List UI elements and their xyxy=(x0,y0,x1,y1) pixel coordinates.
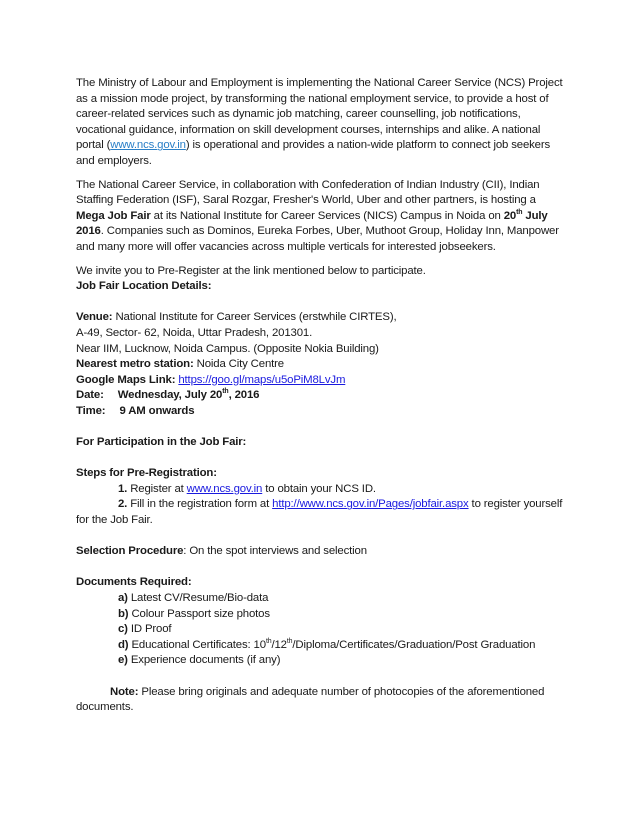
document-item: d) Educational Certificates: 10th/12th/Diploma/Certificates/Graduation/Post Graduation xyxy=(118,637,536,651)
document-item: b) Colour Passport size photos xyxy=(118,607,270,620)
maps-line: Google Maps Link: https://goo.gl/maps/u5oPiM8LvJm xyxy=(76,373,346,386)
event-date: 20th July 2016 xyxy=(76,208,548,238)
ncs-register-link[interactable]: www.ncs.gov.in xyxy=(186,482,263,495)
document-item: c) ID Proof xyxy=(118,623,172,636)
invite-text: We invite you to Pre-Register at the link mentioned below to participate. xyxy=(76,264,426,277)
mega-job-fair: Mega Job Fair xyxy=(76,209,151,222)
address-line: A-49, Sector- 62, Noida, Uttar Pradesh, 201301. xyxy=(76,326,313,339)
metro-line: Nearest metro station: Noida City Centre xyxy=(76,358,284,371)
participation-heading: For Participation in the Job Fair: xyxy=(76,436,247,449)
document-page xyxy=(76,76,566,716)
date-line: Date: Wednesday, July 20th, 2016 xyxy=(76,388,260,402)
step-1: 1. Register at www.ncs.gov.in to obtain your NCS ID. xyxy=(118,482,376,495)
step-2: 2. Fill in the registration form at http://www.ncs.gov.in/Pages/jobfair.aspx to register yourself for the Job Fair. xyxy=(76,498,563,527)
note: Note: Please bring originals and adequate number of photocopies of the aforementioned documents. xyxy=(76,685,545,714)
steps-heading: Steps for Pre-Registration: xyxy=(76,467,217,480)
jobfair-form-link[interactable]: http://www.ncs.gov.in/Pages/jobfair.aspx xyxy=(272,498,469,511)
document-item: a) Latest CV/Resume/Bio-data xyxy=(118,592,269,604)
near-line: Near IIM, Lucknow, Noida Campus. (Opposite Nokia Building) xyxy=(76,342,379,355)
ncs-portal-link[interactable]: www.ncs.gov.in xyxy=(110,139,186,152)
intro-paragraph-1: The Ministry of Labour and Employment is implementing the National Career Service (NCS) Project as a mission mode project, by transforming the national employment service, to provide a host of career-related services such as dynamic job matching, career counselling, job notifications, vocational guidance, information on skill development courses, internships and alike. A national portal (www.ncs.gov.in) is operational and provides a nation-wide platform to connect job seekers and employers. xyxy=(76,77,563,167)
google-maps-link[interactable]: https://goo.gl/maps/u5oPiM8LvJm xyxy=(178,373,346,386)
time-line: Time: 9 AM onwards xyxy=(76,404,195,417)
document-item: e) Experience documents (if any) xyxy=(118,654,281,667)
venue-line: Venue: National Institute for Career Services (erstwhile CIRTES), xyxy=(76,311,397,324)
intro-paragraph-2: The National Career Service, in collaboration with Confederation of Indian Industry (CII), Indian Staffing Federation (ISF), Saral Rozgar, Fresher's World, Uber and other partners, is hosting a Mega Job Fair at its National Institute for Career Services (NICS) Campus in Noida on 20th July 2016. Companies such as Dominos, Eureka Forbes, Uber, Muthoot Group, Holiday Inn, Manpower and many more will offer vacancies across multiple verticals for interested jobseekers. xyxy=(76,178,559,253)
selection-procedure: Selection Procedure: On the spot interviews and selection xyxy=(76,545,367,558)
location-heading: Job Fair Location Details: xyxy=(76,280,212,293)
documents-heading: Documents Required: xyxy=(76,576,192,589)
